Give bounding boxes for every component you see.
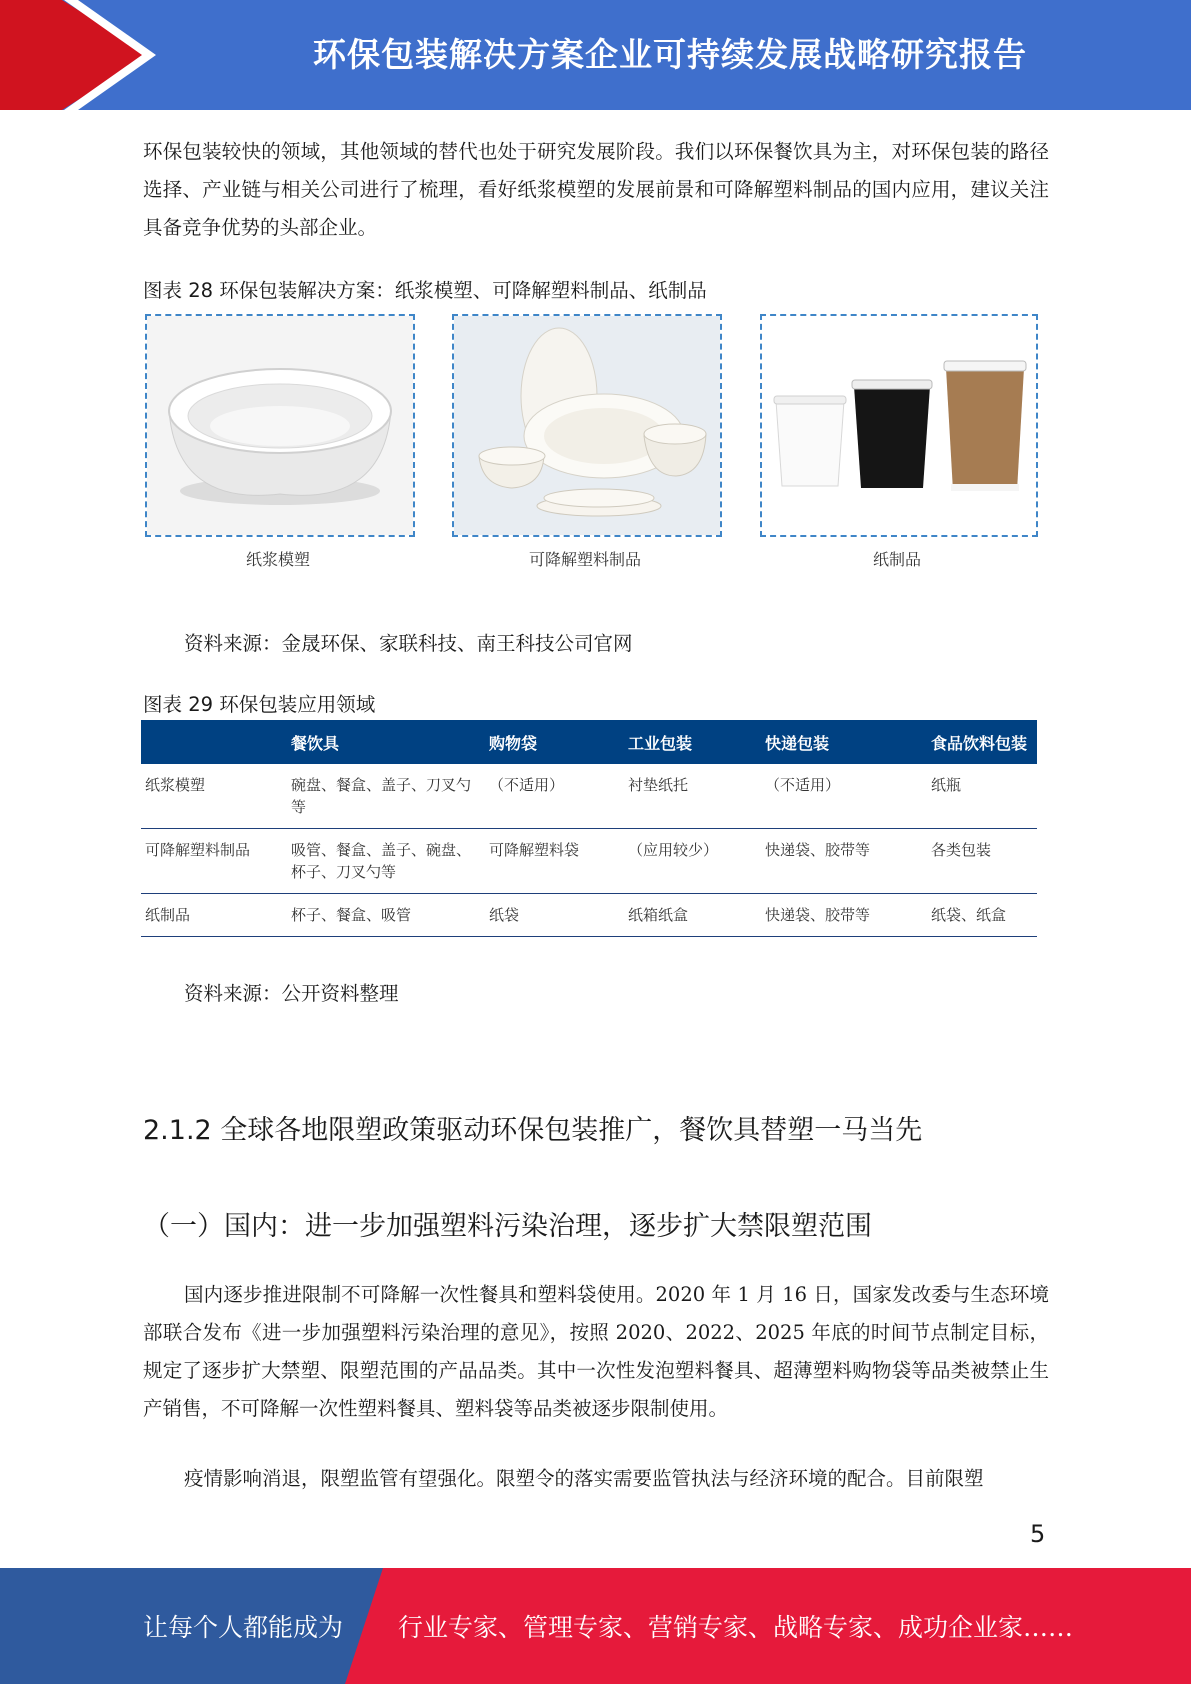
table-row	[141, 829, 1037, 894]
label-degradable-plastic: 可降解塑料制品	[528, 550, 641, 569]
table-cell: 快递袋、胶带等	[761, 894, 927, 937]
table-row	[141, 764, 1037, 829]
table-header-row	[141, 720, 1037, 764]
epidemic-paragraph: 疫情影响消退，限塑监管有望强化。限塑令的落实需要监管执法与经济环境的配合。目前限塑	[184, 1467, 984, 1490]
table-header: 餐饮具	[287, 720, 485, 764]
table-cell: 各类包装	[927, 829, 1037, 894]
table-cell: 吸管、餐盒、盖子、碗盘、杯子、刀叉勺等	[287, 829, 485, 894]
figure-28-source: 资料来源：金晟环保、家联科技、南王科技公司官网	[184, 632, 633, 655]
figure-29-source: 资料来源：公开资料整理	[184, 982, 399, 1005]
figure-29-caption: 图表 29 环保包装应用领域	[143, 693, 376, 716]
label-pulp-molding: 纸浆模塑	[245, 550, 310, 569]
application-table	[141, 720, 1037, 937]
table-cell: 纸浆模塑	[141, 764, 287, 829]
pulp-molded-bowl-image	[145, 314, 415, 537]
table-cell: 纸袋、纸盒	[927, 894, 1037, 937]
table-header: 快递包装	[761, 720, 927, 764]
label-paper-products: 纸制品	[872, 550, 921, 569]
table-cell: （应用较少）	[624, 829, 761, 894]
table-cell: 可降解塑料袋	[485, 829, 624, 894]
table-header: 食品饮料包装	[927, 720, 1037, 764]
table-cell: 碗盘、餐盒、盖子、刀叉勺等	[287, 764, 485, 829]
table-cell: 纸箱纸盒	[624, 894, 761, 937]
table-cell: 杯子、餐盒、吸管	[287, 894, 485, 937]
table-cell: 可降解塑料制品	[141, 829, 287, 894]
figure-28-caption: 图表 28 环保包装解决方案：纸浆模塑、可降解塑料制品、纸制品	[143, 279, 707, 302]
table-row	[141, 894, 1037, 937]
table-cell: 纸瓶	[927, 764, 1037, 829]
domestic-policy-paragraph: 国内逐步推进限制不可降解一次性餐具和塑料袋使用。2020 年 1 月 16 日，国家发改委与生态环境部联合发布《进一步加强塑料污染治理的意见》，按照 2020、2022、2025 年底的时间节点制定目标，规定了逐步扩大禁塑、限塑范围的产品品类。其中一次性发泡塑料餐具、超薄塑料购物袋等品类被禁止生产销售，不可降解一次性塑料餐具、塑料袋等品类被逐步限制使用。	[143, 1283, 1049, 1420]
table-cell: 衬垫纸托	[624, 764, 761, 829]
table-cell: 快递袋、胶带等	[761, 829, 927, 894]
page-number: 5	[1030, 1520, 1046, 1548]
table-header: 工业包装	[624, 720, 761, 764]
section-heading-2-1-2: 2.1.2 全球各地限塑政策驱动环保包装推广，餐饮具替塑一马当先	[143, 1115, 923, 1146]
table-cell: 纸袋	[485, 894, 624, 937]
table-cell: （不适用）	[485, 764, 624, 829]
table-header	[141, 720, 287, 764]
report-title: 环保包装解决方案企业可持续发展战略研究报告	[313, 35, 1027, 74]
table-cell: （不适用）	[761, 764, 927, 829]
intro-paragraph: 环保包装较快的领域，其他领域的替代也处于研究发展阶段。我们以环保餐饮具为主，对环保包装的路径选择、产业链与相关公司进行了梳理，看好纸浆模塑的发展前景和可降解塑料制品的国内应用，建议关注具备竞争优势的头部企业。	[143, 140, 1049, 239]
section-heading-domestic: （一）国内：进一步加强塑料污染治理，逐步扩大禁限塑范围	[143, 1211, 872, 1242]
degradable-plastic-tableware-image	[452, 314, 722, 537]
paper-cups-image	[760, 314, 1038, 537]
footer-slogan-left: 让每个人都能成为	[143, 1613, 344, 1642]
table-header: 购物袋	[485, 720, 624, 764]
footer-slogan-right: 行业专家、管理专家、营销专家、战略专家、成功企业家……	[398, 1613, 1074, 1642]
table-cell: 纸制品	[141, 894, 287, 937]
